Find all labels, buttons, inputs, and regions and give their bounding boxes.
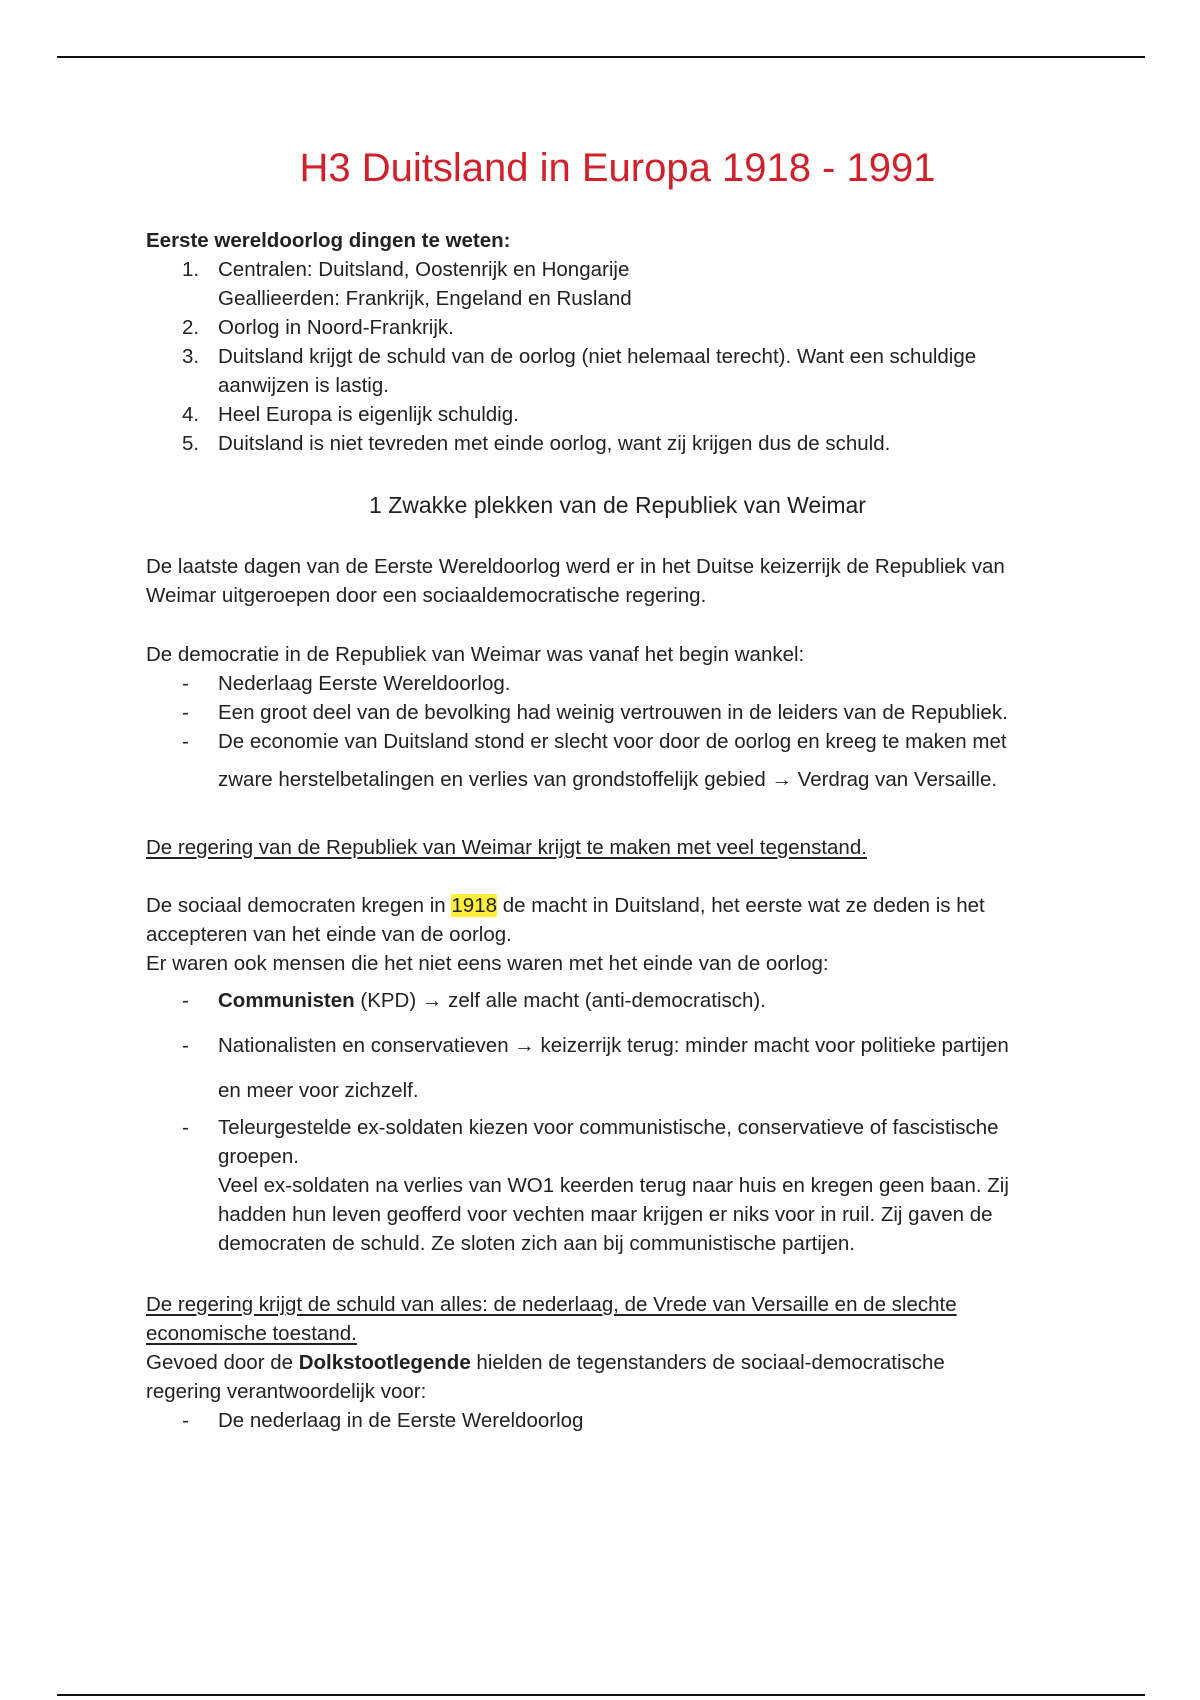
bullet-item: [146, 1113, 1086, 1258]
bullet-item: [146, 669, 1086, 698]
blame-section: [146, 1290, 1086, 1435]
paragraph-line: De democratie in de Republiek van Weimar was vanaf het begin wankel:: [146, 643, 805, 666]
list-item: [146, 342, 1086, 400]
section-heading: 1 Zwakke plekken van de Republiek van Weimar: [369, 492, 866, 518]
list-item-text: Geallieerden: Frankrijk, Engeland en Rusland: [218, 287, 632, 310]
bullet-item: [146, 1406, 1086, 1435]
list-number: 4.: [182, 403, 200, 426]
bullet-text: en meer voor zichzelf.: [218, 1079, 419, 1102]
paragraph-line: Er waren ook mensen die het niet eens waren met het einde van de oorlog:: [146, 952, 829, 975]
paragraph-line: Weimar uitgeroepen door een sociaaldemocratische regering.: [146, 584, 707, 607]
list-item-text: Duitsland krijgt de schuld van de oorlog (niet helemaal terecht). Want een schuldige: [218, 345, 977, 368]
bullet-text: hadden hun leven geofferd voor vechten maar krijgen er niks voor in ruil. Zij gaven de: [218, 1203, 993, 1226]
list-number: 3.: [182, 345, 200, 368]
bullet-text: De economie van Duitsland stond er slecht voor door de oorlog en kreeg te maken met: [218, 730, 1007, 753]
bullet-item: [146, 698, 1086, 727]
bullet-dash: -: [182, 1116, 189, 1139]
bullet-text: De nederlaag in de Eerste Wereldoorlog: [218, 1409, 584, 1432]
underlined-heading: De regering van de Republiek van Weimar krijgt te maken met veel tegenstand.: [146, 836, 867, 859]
bold-term: Dolkstootlegende: [298, 1351, 471, 1374]
text-run: hielden de tegenstanders de sociaal-democratische: [470, 1351, 945, 1374]
list-item: [146, 429, 1086, 458]
text-run: (KPD) → zelf alle macht (anti-democratisch).: [354, 989, 766, 1012]
text-run: De sociaal democraten kregen in: [146, 894, 452, 917]
list-number: 5.: [182, 432, 200, 455]
underlined-heading: [146, 1319, 1086, 1348]
text-run: Gevoed door de: [146, 1351, 299, 1374]
list-item: [146, 255, 1086, 313]
bullet-item: [146, 727, 1086, 794]
bullet-dash: -: [182, 989, 189, 1012]
bullet-text: Een groot deel van de bevolking had weinig vertrouwen in de leiders van de Republiek.: [218, 701, 1008, 724]
list-item-text: aanwijzen is lastig.: [218, 374, 389, 397]
list-number: 1.: [182, 258, 200, 281]
list-item-text: Oorlog in Noord-Frankrijk.: [218, 316, 454, 339]
bullet-dash: -: [182, 672, 189, 695]
top-rule: [57, 56, 1145, 58]
list-item: [146, 313, 1086, 342]
paragraph-line: [146, 1348, 1086, 1377]
opposition-heading: [146, 833, 1086, 862]
page-title: H3 Duitsland in Europa 1918 - 1991: [299, 146, 936, 190]
bullet-dash: -: [182, 1409, 189, 1432]
social-democrats-paragraph: [146, 891, 1086, 978]
text-run: de macht in Duitsland, het eerste wat ze deden is het: [497, 894, 985, 917]
bullet-text: Nationalisten en conservatieven → keizerrijk terug: minder macht voor politieke partijen: [218, 1034, 1009, 1057]
bullet-dash: -: [182, 1034, 189, 1057]
bottom-rule: [57, 1694, 1145, 1696]
intro-paragraph: [146, 552, 1086, 610]
underlined-text: De regering krijgt de schuld van alles: de nederlaag, de Vrede van Versaille en de slechte: [146, 1293, 957, 1316]
bullet-item: [146, 986, 1086, 1015]
bullet-item: [146, 1031, 1086, 1105]
list-item-text: Duitsland is niet tevreden met einde oorlog, want zij krijgen dus de schuld.: [218, 432, 891, 455]
bullet-text: democraten de schuld. Ze sloten zich aan bij communistische partijen.: [218, 1232, 855, 1255]
opponents-list: [146, 986, 1086, 1258]
paragraph-line: [146, 891, 1086, 920]
paragraph-line: De laatste dagen van de Eerste Wereldoorlog werd er in het Duitse keizerrijk de Republiek van: [146, 555, 1005, 578]
bold-term: Communisten: [218, 989, 355, 1012]
ww1-section: [146, 226, 1086, 458]
paragraph-line: regering verantwoordelijk voor:: [146, 1380, 427, 1403]
bullet-text: Veel ex-soldaten na verlies van WO1 keerden terug naar huis en kregen geen baan. Zij: [218, 1174, 1009, 1197]
list-item-text: Heel Europa is eigenlijk schuldig.: [218, 403, 519, 426]
underlined-heading: [146, 1290, 1086, 1319]
list-number: 2.: [182, 316, 200, 339]
bullet-text: zware herstelbetalingen en verlies van grondstoffelijk gebied → Verdrag van Versaille.: [218, 768, 998, 791]
list-item-text: Centralen: Duitsland, Oostenrijk en Hongarije: [218, 258, 630, 281]
ww1-heading: Eerste wereldoorlog dingen te weten:: [146, 229, 511, 252]
bullet-text: [218, 986, 1086, 1015]
list-item: [146, 400, 1086, 429]
bullet-text: groepen.: [218, 1145, 299, 1168]
highlighted-year: 1918: [451, 894, 497, 917]
bullet-text: Nederlaag Eerste Wereldoorlog.: [218, 672, 511, 695]
bullet-dash: -: [182, 730, 189, 753]
bullet-text: Teleurgestelde ex-soldaten kiezen voor communistische, conservatieve of fascistische: [218, 1116, 999, 1139]
paragraph-line: accepteren van het einde van de oorlog.: [146, 923, 512, 946]
democracy-section: [146, 640, 1086, 794]
bullet-dash: -: [182, 701, 189, 724]
underlined-text: economische toestand.: [146, 1322, 357, 1345]
